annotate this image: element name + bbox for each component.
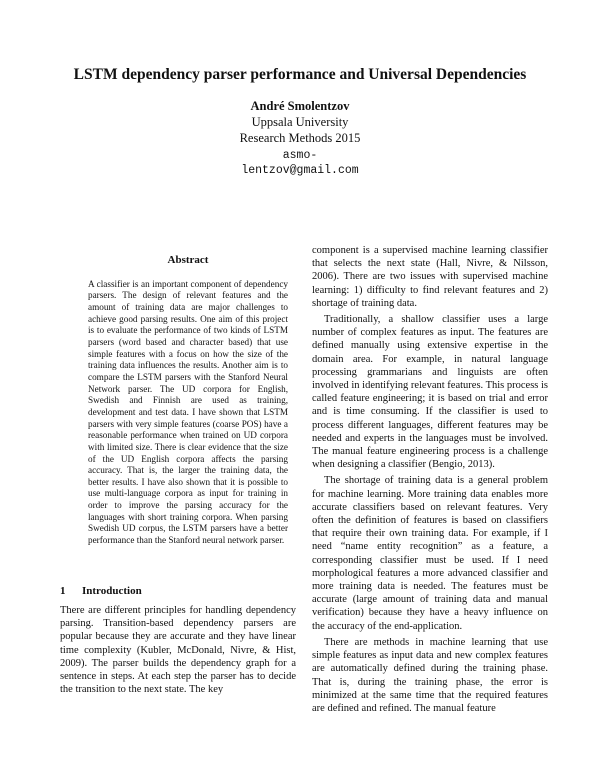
author-email — [0, 148, 600, 178]
right-paragraph-3: The shortage of training data is a general problem for machine learning. More training data enables more accurate classifiers based on relevant features. Very often the definition of features is based on classifiers that require their own training data. For example, if I need “name entity recognition” as a feature, a corresponding classifier must be used. If I need morphological features a more advanced classifier and more training data is needed. The features must be accurate (large amount of training data and manual verification) because they have a heavy influence on the accuracy of the end-application. — [312, 475, 548, 632]
paper-title: LSTM dependency parser performance and Universal Dependencies — [73, 66, 527, 83]
right-paragraph-4: There are methods in machine learning that use simple features as input data and new complex features are automatically defined during the training phase. That is, during the training phase, the error is minimized at the same time that the required features are defined and refined. The manual feature — [312, 636, 548, 714]
author-email-line2: lentzov@gmail.com — [241, 164, 359, 177]
intro-paragraph-1: There are different principles for handling dependency parsing. Transition-based dependency parsers are popular because they are accurate and they have linear time complexity (Kubler, McDonald, Nivre, & Hist, 2009). The parser builds the dependency graph for a sentence in steps. At each step the parser has to decide the transition to the next state. The key — [60, 605, 296, 696]
author-course: Research Methods 2015 — [239, 131, 361, 145]
right-paragraph-2: Traditionally, a shallow classifier uses a large number of complex features as input. The features are defined manually using extensive expertise in the domain area. For example, in natural language processing grammarians and linguists are often involved in identifying relevant features. This process is called feature engineering; it is based on trial and error and is time consuming. If the classifier is used to process different languages, different features may be needed and experts in the languages must be involved. The manual feature engineering process is a challenge when designing a classifier (Bengio, 2013). — [312, 314, 548, 471]
abstract — [88, 255, 288, 547]
section-number: 1 — [60, 585, 66, 597]
author-name: André Smolentzov — [250, 99, 350, 113]
author-affiliation: Uppsala University — [251, 115, 349, 129]
author-block — [0, 98, 600, 178]
right-column — [312, 244, 548, 715]
section-title: Introduction — [82, 585, 142, 597]
right-paragraph-1: component is a supervised machine learning classifier that selects the next state (Hall, Nivre, & Nilsson, 2006). There are two issues with supervised machine learning: 1) difficulty to find relevant features and 2) shortage of training data. — [312, 245, 548, 309]
section-heading-introduction — [60, 585, 142, 597]
abstract-heading: Abstract — [167, 254, 209, 266]
introduction-body — [60, 604, 296, 696]
author-email-line1: asmo- — [282, 149, 318, 162]
abstract-text: A classifier is an important component of dependency parsers. The design of relevant features and the amount of training data are major challenges to achieve good parsing results. One aim of this project is to evaluate the performance of two kinds of LSTM parsers (word based and character based) that use simple features with a focus on how the size of the training data influences the results. Another aim is to compare the LSTM parsers with the Stanford Neural Network parser. The UD corpora for English, Swedish and Finnish are used as training, development and test data. I have shown that LSTM parsers with very simple features (coarse POS) have a reasonable performance when trained on UD corpora with limited size. There is clear evidence that the size of the UD English corpora affects the parsing accuracy. That is, the larger the training data, the better results. I have also shown that it is possible to use multi-language corpora as input for training in order to improve the parsing accuracy for the languages with short training corpora. When parsing Swedish UD corpus, the LSTM parsers have a better performance than the Stanford neural network parser. — [88, 278, 288, 546]
